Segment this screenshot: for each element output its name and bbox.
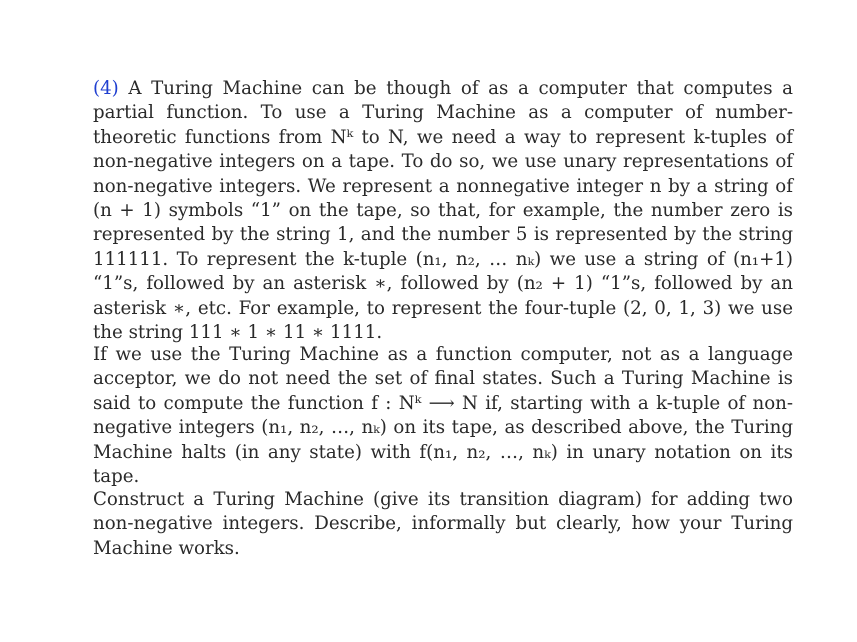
problem-paragraph-3 [93, 488, 793, 561]
problem-paragraph-2 [93, 343, 793, 489]
problem-paragraph-1 [93, 77, 793, 345]
paragraph-3-text: Construct a Turing Machine (give its transition diagram) for adding two non-negative integers. Describe, informally but clearly, how your Turing Machine works. [93, 489, 793, 559]
paragraph-2-text: If we use the Turing Machine as a function computer, not as a language acceptor, we do not need the set of final states. Such a Turing Machine is said to compute the function f : Nᵏ ⟶ N if, starting with a k-tuple of non-negative integers (n₁, n₂, …, nₖ) on its tape, as described above, the Turing Machine halts (in any state) with f(n₁, n₂, …, nₖ) in unary notation on its tape. [93, 344, 793, 488]
problem-number: (4) [93, 78, 119, 99]
paragraph-1-text: A Turing Machine can be though of as a computer that computes a partial function. To use a Turing Machine as a computer of number-theoretic functions from Nᵏ to N, we need a way to represent k-tuples of non-negative integers on a tape. To do so, we use unary representations of non-negative integers. We represent a nonnegative integer n by a string of (n + 1) symbols “1” on the tape, so that, for example, the number zero is represented by the string 1, and the number 5 is represented by the string 111111. To represent the k-tuple (n₁, n₂, … nₖ) we use a string of (n₁+1) “1”s, followed by an asterisk ∗, followed by (n₂ + 1) “1”s, followed by an asterisk ∗, etc. For example, to represent the four-tuple (2, 0, 1, 3) we use the string 111 ∗ 1 ∗ 11 ∗ 1111. [93, 78, 793, 344]
